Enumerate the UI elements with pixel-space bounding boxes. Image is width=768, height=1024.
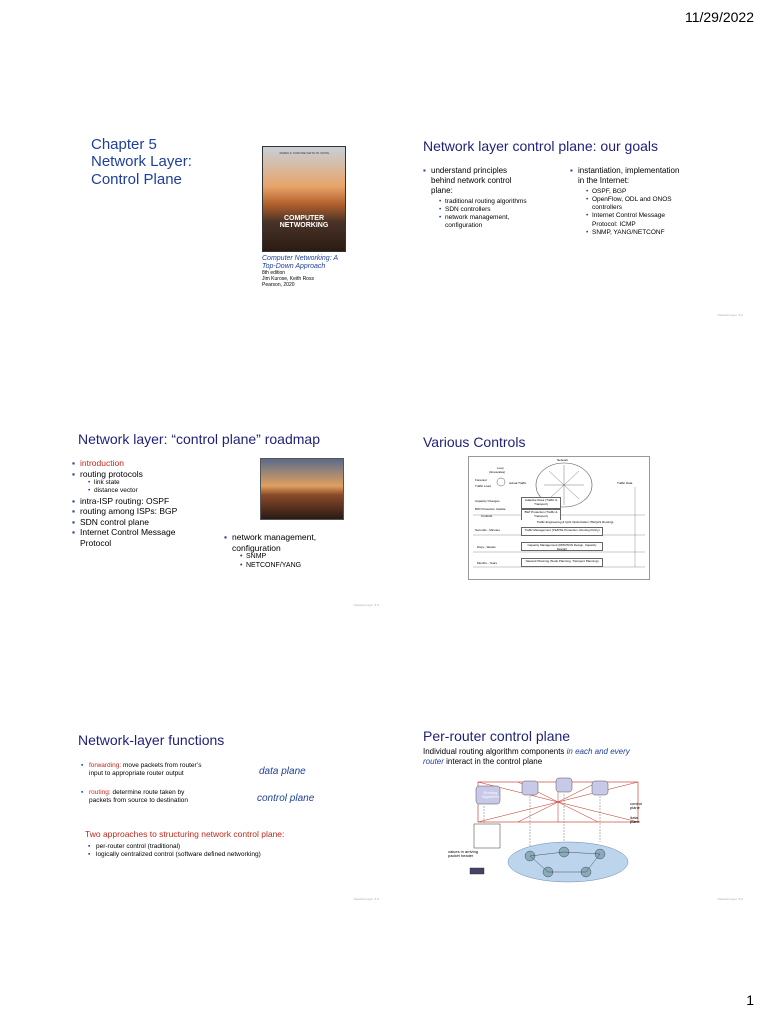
slide-title: Per-router control plane (423, 728, 571, 744)
box-traffic-engineering: Traffic Engineering & QoS Optimization (TE/QoS Routing) (519, 520, 631, 525)
roadmap-item: ▪ routing among ISPs: BGP (72, 506, 222, 517)
values-header-label: values in arriving packet header (448, 849, 479, 859)
label-network: Network (557, 458, 569, 462)
sub-item: • network management, configuration (439, 214, 563, 230)
slide-chapter-title (48, 120, 393, 315)
sub-item: • link state (88, 479, 222, 487)
label-timescales: (timescales) (489, 470, 506, 474)
sub-item: • SNMP (240, 553, 354, 562)
slide-footer: Network Layer: 5-3 (353, 603, 379, 607)
book-edition: 8th edition (262, 270, 286, 277)
label-months-years: Months - Years (477, 561, 498, 565)
approach-item: ▪ per-router control (traditional) (88, 843, 368, 851)
label-controls: Controls (481, 514, 493, 518)
roadmap-item: ▪ intra-ISP routing: OSPF (72, 496, 222, 507)
data-plane-label: data plane (259, 766, 306, 777)
book-cover-image (262, 146, 346, 252)
sub-item: • OpenFlow, ODL and ONOS controllers (586, 196, 740, 212)
sub-item: • traditional routing algorithms (439, 198, 563, 206)
page-number: 1 (746, 992, 754, 1008)
roadmap-item: ▪ SDN control plane (72, 517, 222, 528)
per-router-description: Individual routing algorithm components in each and every router interact in the control plane (423, 747, 630, 767)
roadmap-item: ▪ Internet Control Message Protocol (72, 527, 222, 548)
label-bw-update: BW/ Protection Update (475, 507, 506, 511)
label-days-weeks: Days - Weeks (477, 545, 496, 549)
approaches-title: Two approaches to structuring network control plane: (85, 829, 285, 839)
slide-title: Network layer: “control plane” roadmap (78, 431, 320, 447)
print-date: 11/29/2022 (684, 9, 754, 25)
routing-item: ▪ routing: determine route taken by packets from source to destination (81, 789, 241, 805)
slide-footer: Network Layer: 5-2 (717, 313, 743, 317)
box-bw-protection: BW/ Protection (Traffic & Transport) (521, 509, 561, 521)
approaches-list (88, 843, 368, 859)
label-capacity-changes: Capacity Changes (475, 499, 500, 503)
label-traffic-data: Traffic Data (617, 481, 633, 485)
roadmap-item: ▪ routing protocols • link state • distance vector (72, 469, 222, 496)
book-caption (262, 255, 338, 288)
chapter-title-line: Control Plane (91, 170, 182, 188)
box-adaptive-flows: Adaptive flows (Traffic & Transport) (521, 497, 561, 509)
routing-algorithm-label: Routing Algorithm (482, 790, 499, 800)
list-item: ▪ instantiation, implementation in the Internet: • OSPF, BGP • OpenFlow, ODL and ONOS controllers • Internet Control Message Protocol: ICMP • SNMP, YANG/NETCONF (570, 166, 740, 237)
slide-various-controls (412, 418, 757, 613)
slide-title: Network-layer functions (78, 732, 225, 748)
sub-item: • OSPF, BGP (586, 188, 740, 196)
book-title-line: Computer Networking: A (262, 255, 338, 262)
book-title-line: Top-Down Approach (262, 263, 326, 271)
roadmap-item: ▪ network management, configuration • SNMP • NETCONF/YANG (224, 532, 354, 571)
functions-list (81, 762, 241, 806)
list-item: ▪ understand principles behind network control plane: • traditional routing algorithms • SDN controllers • network management, configuration (423, 166, 563, 231)
bridge-photo (260, 458, 344, 520)
slide-footer: Network Layer: 5-6 (717, 897, 743, 901)
approach-item: ▪ logically centralized control (software defined networking) (88, 851, 368, 859)
control-plane-label: control plane (630, 801, 643, 811)
sub-item: • NETCONF/YANG (240, 562, 354, 571)
slide-goals (412, 128, 757, 323)
control-plane-label: control plane (257, 793, 315, 804)
goals-right-list (570, 166, 740, 237)
roadmap-list (72, 458, 222, 549)
slide-per-router-control-plane (412, 712, 757, 907)
sub-item: • SDN controllers (439, 206, 563, 214)
sub-item: • Internet Control Message Protocol: ICMP (586, 212, 740, 228)
roadmap-right-list (224, 532, 354, 571)
slide-network-layer-functions (48, 712, 393, 907)
box-traffic-management: Traffic Management (TE/RTE Protection, Routing Policy) (521, 527, 603, 536)
chapter-title-line: Network Layer: (91, 153, 192, 171)
label-actual-traffic: Actual Traffic (509, 481, 527, 485)
book-authors: Jim Kurose, Keith Ross (262, 275, 314, 282)
label-loop: Loop (497, 466, 504, 470)
book-publisher: Pearson, 2020 (262, 281, 295, 288)
box-network-planning: Network Planning (Node Planning, Transport Planning) (521, 558, 603, 567)
label-traffic-load: Traffic Load (475, 484, 491, 488)
book-cover-authors: JAMES F. KUROSE KEITH W. ROSS (278, 151, 329, 155)
book-cover-title: COMPUTER NETWORKING (279, 215, 329, 229)
label-seconds-minutes: Seconds - Minutes (475, 528, 500, 532)
label-forecast: Forecast (475, 478, 487, 482)
controls-diagram (468, 456, 650, 580)
goals-left-list (423, 166, 563, 231)
slide-title: Network layer control plane: our goals (423, 138, 659, 154)
chapter-title-line: Chapter 5 (91, 136, 157, 153)
slide-roadmap (48, 418, 393, 613)
slide-footer: Network Layer: 5-5 (353, 897, 379, 901)
sub-item: • distance vector (88, 487, 222, 495)
chapter-title (91, 136, 192, 188)
forwarding-item: ▪ forwarding: move packets from router’s input to appropriate router output (81, 762, 241, 778)
roadmap-item-introduction: ▪ introduction (72, 458, 222, 469)
slide-title: Various Controls (423, 434, 526, 450)
data-plane-label: data plane (630, 815, 640, 825)
sub-item: • SNMP, YANG/NETCONF (586, 229, 740, 237)
box-capacity-management: Capacity Management (RPR/SON Design, Capacity Design) (521, 542, 603, 551)
